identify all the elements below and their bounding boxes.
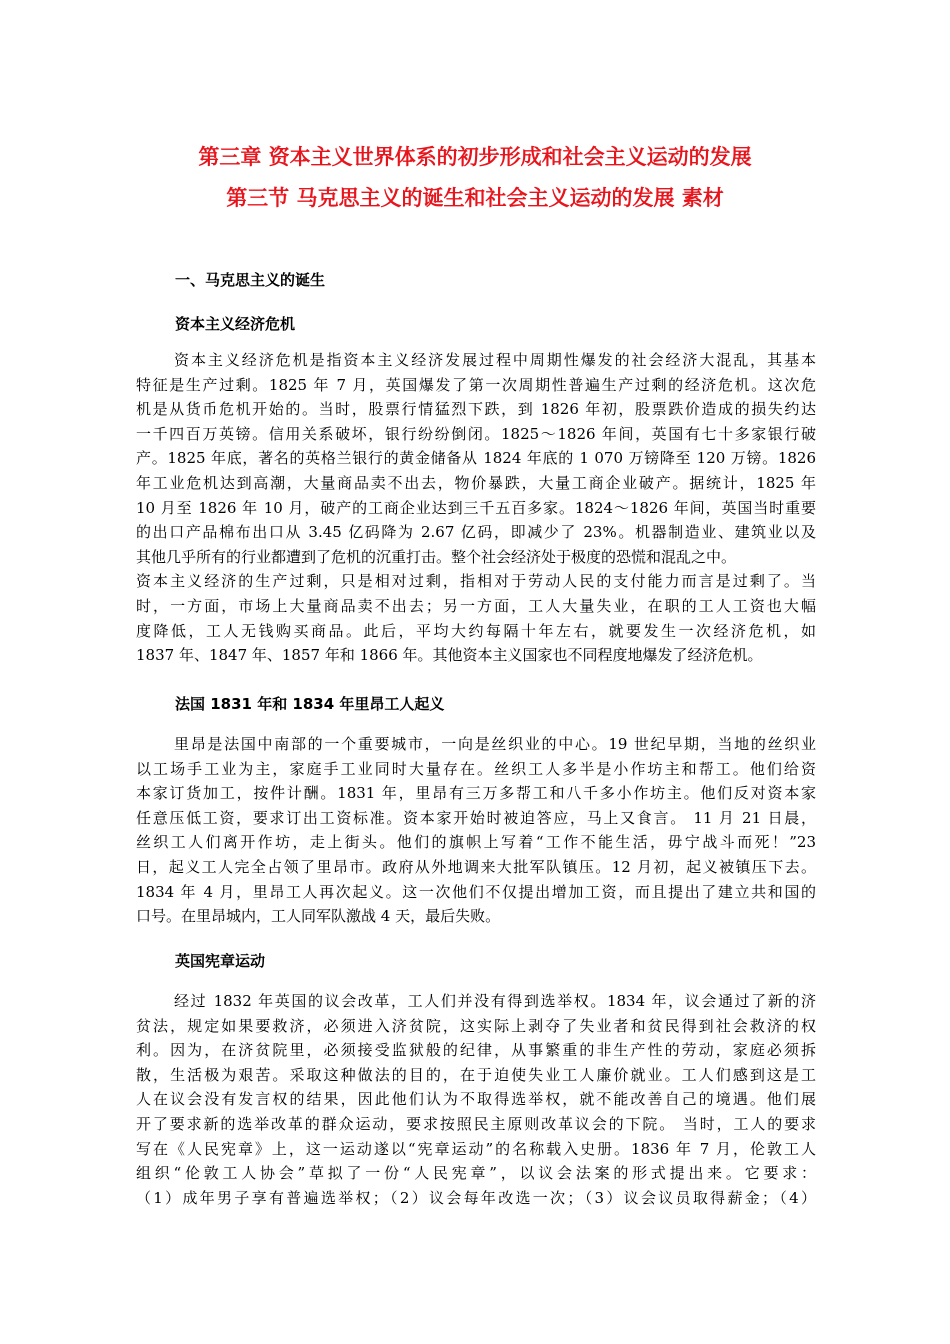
subsection-heading-lyon-uprising: 法国 1831 年和 1834 年里昂工人起义 [175, 695, 445, 713]
text-line: 组织“伦敦工人协会”草拟了一份“人民宪章”，以议会法案的形式提出来。它要求： [136, 1164, 816, 1183]
text-line: 产。1825 年底，著名的英格兰银行的黄金储备从 1824 年底的 1 070 万镑降至 120 万镑。1826 [136, 449, 816, 468]
section-title: 第三节 马克思主义的诞生和社会主义运动的发展 素材 [226, 186, 724, 210]
text-line: 特征是生产过剩。1825 年 7 月，英国爆发了第一次周期性普遍生产过剩的经济危机。这次危 [136, 375, 816, 394]
subsection-heading-chartist-movement: 英国宪章运动 [175, 952, 266, 970]
text-line: 的出口产品棉布出口从 3.45 亿码降为 2.67 亿码，即减少了 23%。机器制造业、建筑业以及 [136, 523, 816, 542]
text-line: 一千四百万英镑。信用关系破坏，银行纷纷倒闭。1825～1826 年间，英国有七十多家银行破 [136, 424, 816, 443]
text-line: 散，生活极为艰苦。采取这种做法的目的，在于迫使失业工人廉价就业。工人们感到这是工 [136, 1065, 816, 1084]
text-line: 时，一方面，市场上大量商品卖不出去；另一方面，工人大量失业，在职的工人工资也大幅 [136, 596, 816, 615]
text-line: 1837 年、1847 年、1857 年和 1866 年。其他资本主义国家也不同程度地爆发了经济危机。 [136, 646, 763, 665]
text-line: 其他几乎所有的行业都遭到了危机的沉重打击。整个社会经济处于极度的恐慌和混乱之中。 [136, 547, 737, 566]
text-line: 机是从货币危机开始的。当时，股票行情猛烈下跌，到 1826 年初，股票跌价造成的损失约达 [136, 400, 816, 419]
paragraph-chartist-movement [136, 989, 816, 1210]
section-heading: 一、马克思主义的诞生 [175, 271, 326, 289]
subsection-heading-economic-crisis: 资本主义经济危机 [175, 315, 296, 333]
text-line: 口号。在里昂城内，工人同军队激战 4 天，最后失败。 [136, 907, 501, 926]
text-line: 经过 1832 年英国的议会改革，工人们并没有得到选举权。1834 年，议会通过了新的济 [174, 992, 816, 1010]
text-line: 丝织工人们离开作坊，走上街头。他们的旗帜上写着“工作不能生活，毋宁战斗而死！”23 [136, 833, 816, 852]
text-line: 任意压低工资，要求订出工资标准。资本家开始时被迫答应，马上又食言。 11 月 21 日晨， [136, 808, 816, 827]
text-line: 10 月至 1826 年 10 月，破产的工商企业达到三千五百多家。1824～1826 年间，英国当时重要 [136, 498, 816, 517]
text-line: （1）成年男子享有普遍选举权；（2）议会每年改选一次；（3）议会议员取得薪金；（4） [136, 1188, 816, 1207]
text-line: 以工场手工业为主，家庭手工业同时大量存在。丝织工人多半是小作坊主和帮工。他们给资 [136, 759, 816, 778]
text-line: 日，起义工人完全占领了里昂市。政府从外地调来大批军队镇压。12 月初，起义被镇压下去。 [136, 857, 816, 876]
paragraph-lyon-uprising [136, 732, 816, 929]
text-line: 资本主义经济的生产过剩，只是相对过剩，指相对于劳动人民的支付能力而言是过剩了。当 [136, 572, 816, 591]
text-line: 年工业危机达到高潮，大量商品卖不出去，物价暴跌，大量工商企业破产。据统计，1825 年 [136, 473, 816, 492]
paragraph-economic-crisis [136, 348, 816, 668]
text-line: 本家订货加工，按件计酬。1831 年，里昂有三万多帮工和八千多小作坊主。他们反对资本家 [136, 784, 816, 803]
text-line: 开了要求新的选举改革的群众运动，要求按照民主原则改革议会的下院。 当时，工人的要求 [136, 1114, 816, 1133]
text-line: 人在议会没有发言权的结果，因此他们认为不取得选举权，就不能改善自己的境遇。他们展 [136, 1090, 816, 1109]
chapter-title: 第三章 资本主义世界体系的初步形成和社会主义运动的发展 [198, 145, 752, 169]
text-line: 写在《人民宪章》上，这一运动遂以“宪章运动”的名称载入史册。1836 年 7 月，伦敦工人 [136, 1139, 816, 1158]
text-line: 里昂是法国中南部的一个重要城市，一向是丝织业的中心。19 世纪早期，当地的丝织业 [174, 735, 816, 753]
text-line: 1834 年 4 月，里昂工人再次起义。这一次他们不仅提出增加工资，而且提出了建立共和国的 [136, 882, 816, 901]
text-line: 资本主义经济危机是指资本主义经济发展过程中周期性爆发的社会经济大混乱，其基本 [174, 351, 816, 369]
text-line: 贫法，规定如果要救济，必须进入济贫院，这实际上剥夺了失业者和贫民得到社会救济的权 [136, 1016, 816, 1035]
text-line: 度降低，工人无钱购买商品。此后，平均大约每隔十年左右，就要发生一次经济危机，如 [136, 621, 816, 640]
text-line: 利。因为，在济贫院里，必须接受监狱般的纪律，从事繁重的非生产性的劳动，家庭必须拆 [136, 1041, 816, 1060]
